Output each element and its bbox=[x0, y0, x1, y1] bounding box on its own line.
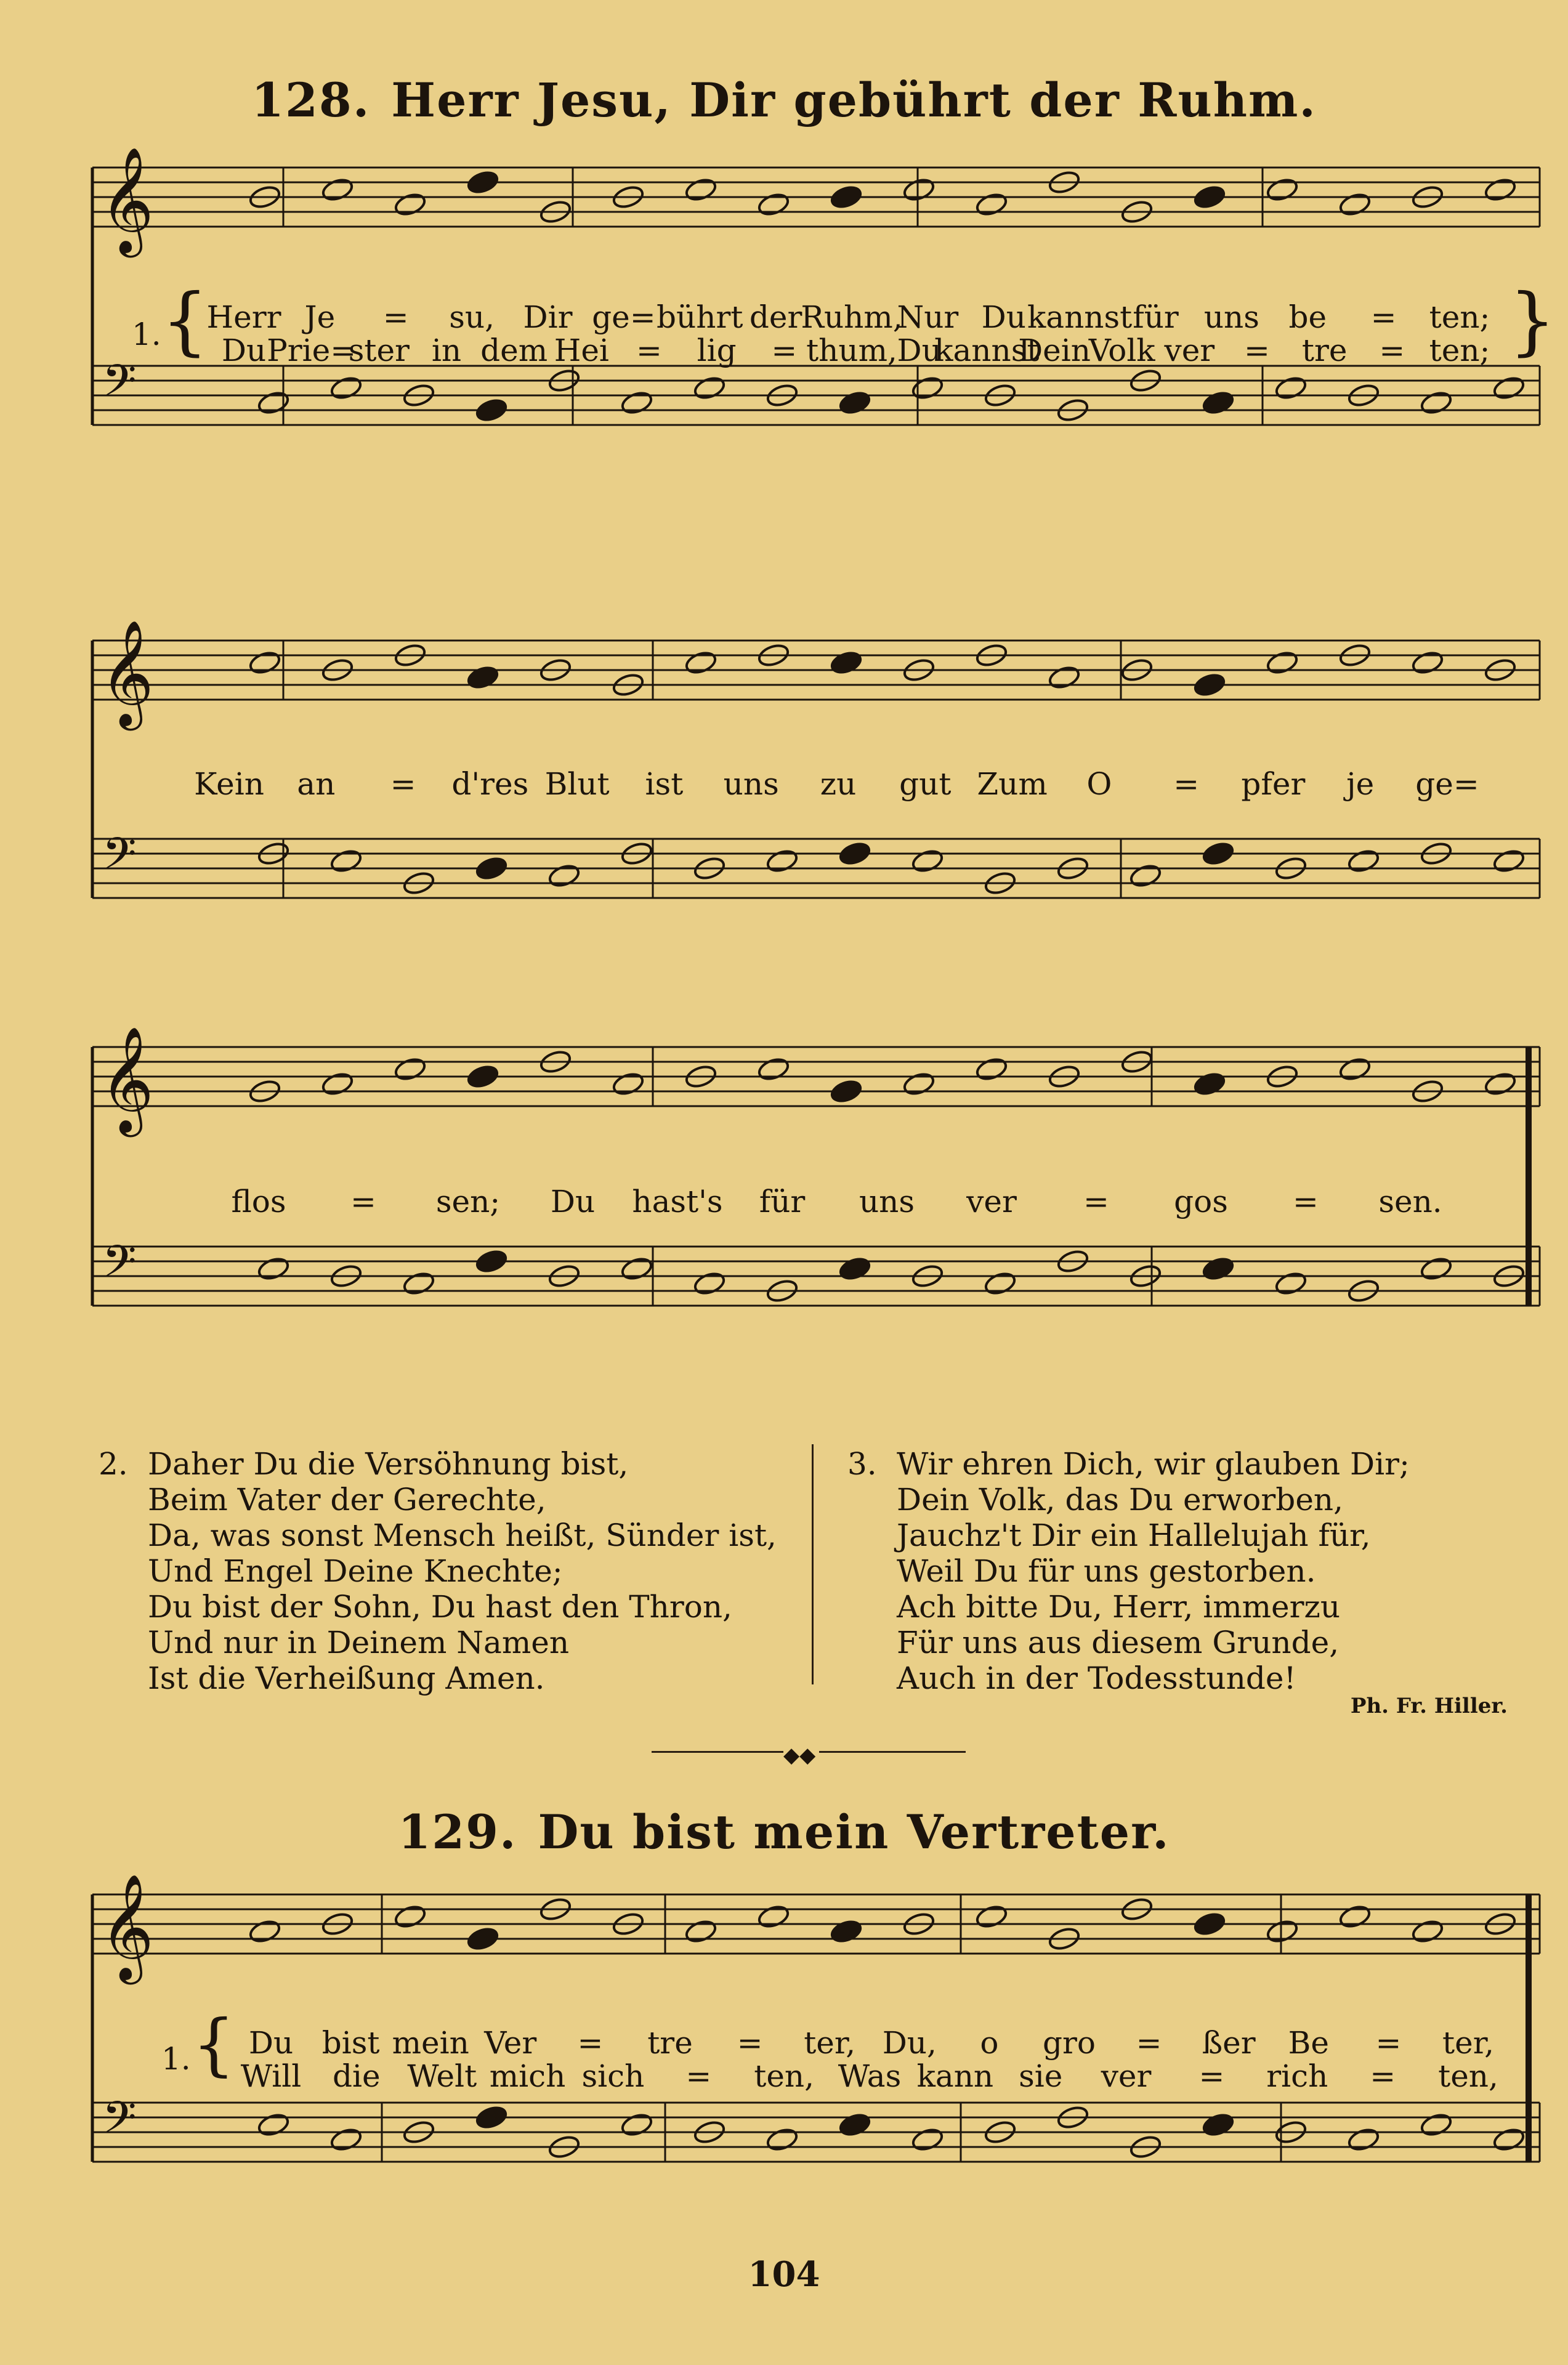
notehead bbox=[475, 1248, 509, 1275]
lyric-syllable: für bbox=[759, 1184, 806, 1219]
lyric-syllable: ver bbox=[966, 1184, 1017, 1219]
lyric-syllable: Zum bbox=[977, 766, 1048, 802]
notehead bbox=[466, 1064, 500, 1090]
lyric-syllable: ten; bbox=[1429, 299, 1490, 335]
lyric-syllable: Herr bbox=[206, 299, 281, 335]
notehead bbox=[984, 1271, 1017, 1297]
lyric-syllable: = bbox=[1173, 766, 1200, 802]
stanza-line: Ist die Verheißung Amen. bbox=[148, 1660, 545, 1696]
notehead bbox=[766, 2127, 799, 2153]
lyric-syllable: gut bbox=[899, 766, 952, 802]
lyric-syllable: Be bbox=[1288, 2025, 1329, 2061]
notehead bbox=[757, 1056, 791, 1083]
stanza-number: 3. bbox=[847, 1446, 877, 1482]
notehead bbox=[684, 650, 718, 676]
notehead bbox=[693, 1271, 727, 1297]
notehead bbox=[394, 1904, 427, 1930]
lyric-syllable: kann bbox=[916, 2058, 994, 2094]
notehead bbox=[838, 841, 872, 867]
lyric-syllable: Prie= bbox=[267, 333, 357, 368]
lyric-syllable: Welt bbox=[407, 2058, 477, 2094]
stanza-3 bbox=[847, 1446, 1410, 1696]
lyric-syllable: die bbox=[333, 2058, 381, 2094]
notehead bbox=[1202, 390, 1235, 416]
notehead bbox=[684, 1918, 718, 1945]
notehead bbox=[1129, 863, 1163, 889]
notehead bbox=[257, 2112, 291, 2138]
stanza-line: Dein Volk, das Du erworben, bbox=[897, 1482, 1343, 1518]
lyric-syllable: be bbox=[1288, 299, 1327, 335]
notehead bbox=[321, 177, 355, 203]
lyric-syllable: Was bbox=[838, 2058, 902, 2094]
notehead bbox=[1202, 1256, 1235, 1282]
notehead bbox=[620, 1256, 654, 1282]
notehead bbox=[612, 1071, 645, 1098]
lyric-syllable: ten, bbox=[1438, 2058, 1498, 2094]
notehead bbox=[1492, 848, 1526, 875]
notehead bbox=[1193, 1911, 1227, 1938]
lyric-syllable: sie bbox=[1019, 2058, 1063, 2094]
lyric-syllable: = bbox=[382, 299, 409, 335]
notehead bbox=[1274, 1271, 1308, 1297]
lyric-syllable: ter, bbox=[804, 2025, 856, 2061]
bass-clef-icon: 𝄢 bbox=[102, 828, 137, 891]
lyric-syllable: = bbox=[1198, 2058, 1225, 2094]
lyric-syllable: Du bbox=[550, 1184, 596, 1219]
lyric-syllable: Du bbox=[981, 299, 1026, 335]
stanza-line: Beim Vater der Gerechte, bbox=[148, 1482, 546, 1518]
lyric-syllable: mein bbox=[392, 2025, 469, 2061]
lyric-syllable: = bbox=[1136, 2025, 1162, 2061]
lyric-syllable: = bbox=[1083, 1184, 1109, 1219]
page-number: 104 bbox=[748, 2254, 820, 2295]
notehead bbox=[1338, 192, 1372, 218]
stanza-line: Und nur in Deinem Namen bbox=[148, 1625, 570, 1660]
lyric-syllable: gos bbox=[1174, 1184, 1228, 1219]
stanza-line: Daher Du die Versöhnung bist, bbox=[148, 1446, 629, 1482]
notehead bbox=[257, 390, 291, 416]
verse-number: 1. bbox=[132, 317, 161, 352]
lyric-syllable: der bbox=[749, 299, 802, 335]
lyric-syllable: ge= bbox=[592, 299, 656, 335]
notehead bbox=[911, 375, 945, 402]
lyric-syllable: = bbox=[771, 333, 798, 368]
notehead bbox=[838, 1256, 872, 1282]
lyric-syllable: = bbox=[1370, 2058, 1396, 2094]
stanza-line: Du bist der Sohn, Du hast den Thron, bbox=[148, 1589, 732, 1625]
notehead bbox=[1338, 1904, 1372, 1930]
lyric-syllable: Du bbox=[221, 333, 267, 368]
section-divider-left bbox=[652, 1751, 783, 1753]
stanza-line: Weil Du für uns gestorben. bbox=[897, 1553, 1316, 1589]
lyric-syllable: o bbox=[980, 2025, 999, 2061]
treble-clef-icon: 𝄞 bbox=[100, 620, 154, 727]
hymn-title-text: Du bist mein Vertreter. bbox=[538, 1805, 1170, 1859]
stanza-number: 2. bbox=[99, 1446, 128, 1482]
lyric-syllable: an bbox=[297, 766, 336, 802]
notehead bbox=[975, 192, 1009, 218]
lyric-syllable: = bbox=[685, 2058, 712, 2094]
lyric-syllable: rich bbox=[1266, 2058, 1328, 2094]
lyric-syllable: ter, bbox=[1442, 2025, 1494, 2061]
notehead bbox=[321, 1071, 355, 1098]
lyric-syllable: Du, bbox=[882, 2025, 937, 2061]
notehead bbox=[1420, 1256, 1453, 1282]
lyric-syllable: flos bbox=[231, 1184, 286, 1219]
lyric-syllable: Ver bbox=[484, 2025, 537, 2061]
lyric-syllable: = bbox=[350, 1184, 376, 1219]
notehead bbox=[830, 650, 863, 676]
stanza-line: Und Engel Deine Knechte; bbox=[148, 1553, 563, 1589]
lyric-syllable: ist bbox=[645, 766, 684, 802]
stanza-line: Ach bitte Du, Herr, immerzu bbox=[897, 1589, 1341, 1625]
notehead bbox=[394, 1056, 427, 1083]
lyric-syllable: zu bbox=[820, 766, 857, 802]
notehead bbox=[766, 848, 799, 875]
bass-clef-icon: 𝄢 bbox=[102, 1236, 137, 1298]
stanza-line: Für uns aus diesem Grunde, bbox=[897, 1625, 1340, 1660]
lyric-syllable: kannst bbox=[934, 333, 1040, 368]
notehead bbox=[1484, 177, 1517, 203]
lyric-syllable: uns bbox=[723, 766, 779, 802]
notehead bbox=[475, 855, 509, 882]
notehead bbox=[1274, 375, 1308, 402]
verse-brace-left: { bbox=[192, 2005, 235, 2084]
lyric-syllable: = bbox=[1293, 1184, 1319, 1219]
verse-brace-right: } bbox=[1509, 278, 1556, 364]
lyric-syllable: Blut bbox=[544, 766, 610, 802]
stanza-line: Da, was sonst Mensch heißt, Sünder ist, bbox=[148, 1518, 777, 1553]
notehead bbox=[684, 177, 718, 203]
lyric-syllable: sen; bbox=[435, 1184, 501, 1219]
lyric-syllable: in bbox=[431, 333, 462, 368]
notehead bbox=[1202, 841, 1235, 867]
notehead bbox=[693, 375, 727, 402]
notehead bbox=[1266, 177, 1299, 203]
lyric-syllable: Volk bbox=[1088, 333, 1155, 368]
lyric-syllable: ge= bbox=[1415, 766, 1479, 802]
notehead bbox=[620, 2112, 654, 2138]
notehead bbox=[329, 848, 363, 875]
section-divider-right bbox=[819, 1751, 966, 1753]
lyric-syllable: Je bbox=[304, 299, 336, 335]
notehead bbox=[830, 1078, 863, 1105]
notehead bbox=[466, 665, 500, 691]
notehead bbox=[830, 1918, 863, 1945]
stanza-line: Jauchz't Dir ein Hallelujah für, bbox=[897, 1518, 1371, 1553]
lyric-syllable: tre bbox=[1301, 333, 1348, 368]
lyric-syllable: su, bbox=[449, 299, 495, 335]
lyric-syllable: bist bbox=[321, 2025, 380, 2061]
notehead bbox=[1338, 1056, 1372, 1083]
lyric-syllable: Kein bbox=[194, 766, 264, 802]
lyric-syllable: uns bbox=[1203, 299, 1259, 335]
notehead bbox=[329, 375, 363, 402]
stanza-line: Auch in der Todesstunde! bbox=[897, 1660, 1296, 1696]
treble-clef-icon: 𝄞 bbox=[100, 147, 154, 254]
lyric-syllable: = bbox=[1379, 333, 1405, 368]
lyric-syllable: kannst bbox=[1027, 299, 1133, 335]
column-divider bbox=[812, 1444, 814, 1684]
lyric-syllable: ver bbox=[1164, 333, 1215, 368]
lyric-syllable: Du bbox=[248, 2025, 294, 2061]
notehead bbox=[911, 848, 945, 875]
notehead bbox=[1411, 1918, 1445, 1945]
notehead bbox=[466, 169, 500, 196]
notehead bbox=[475, 2104, 509, 2131]
stanza-line: Wir ehren Dich, wir glauben Dir; bbox=[897, 1446, 1410, 1482]
lyric-syllable: = bbox=[1244, 333, 1270, 368]
notehead bbox=[1420, 390, 1453, 416]
notehead bbox=[620, 390, 654, 416]
lyric-syllable: Dein bbox=[1018, 333, 1091, 368]
notehead bbox=[1347, 848, 1381, 875]
lyric-syllable: tre bbox=[647, 2025, 693, 2061]
notehead bbox=[248, 1918, 282, 1945]
notehead bbox=[394, 192, 427, 218]
notehead bbox=[1411, 650, 1445, 676]
lyric-syllable: = bbox=[636, 333, 662, 368]
notehead bbox=[248, 650, 282, 676]
lyric-syllable: = bbox=[1375, 2025, 1402, 2061]
verse-number: 1. bbox=[161, 2041, 191, 2077]
hymn-number: 128. bbox=[251, 73, 371, 127]
lyric-syllable: ver bbox=[1101, 2058, 1152, 2094]
lyric-syllable: ten, bbox=[754, 2058, 815, 2094]
notehead bbox=[1048, 665, 1081, 691]
lyric-syllable: = bbox=[577, 2025, 604, 2061]
lyric-syllable: = bbox=[737, 2025, 763, 2061]
lyric-syllable: ten; bbox=[1429, 333, 1490, 368]
lyric-syllable: bührt bbox=[657, 299, 743, 335]
lyric-syllable: thum, bbox=[806, 333, 897, 368]
lyric-syllable: lig bbox=[697, 333, 737, 368]
notehead bbox=[1193, 1071, 1227, 1098]
divider-ornament: ◆◆ bbox=[783, 1743, 816, 1768]
notehead bbox=[1484, 1071, 1517, 1098]
notehead bbox=[911, 2127, 945, 2153]
lyric-syllable: gro bbox=[1042, 2025, 1096, 2061]
treble-clef-icon: 𝄞 bbox=[100, 1026, 154, 1133]
notehead bbox=[257, 1256, 291, 1282]
bass-clef-icon: 𝄢 bbox=[102, 2092, 137, 2154]
notehead bbox=[1492, 2127, 1526, 2153]
notehead bbox=[757, 1904, 791, 1930]
attribution: Ph. Fr. Hiller. bbox=[1350, 1694, 1508, 1718]
notehead bbox=[838, 390, 872, 416]
lyric-syllable: Du bbox=[897, 333, 942, 368]
notehead bbox=[902, 177, 936, 203]
notehead bbox=[1193, 672, 1227, 698]
lyric-syllable: uns bbox=[859, 1184, 915, 1219]
notehead bbox=[1266, 650, 1299, 676]
notehead bbox=[548, 863, 581, 889]
hymn-title-text: Herr Jesu, Dir gebührt der Ruhm. bbox=[391, 73, 1317, 127]
notehead bbox=[1420, 2112, 1453, 2138]
lyric-syllable: Ruhm, bbox=[801, 299, 903, 335]
lyric-syllable: = bbox=[1370, 299, 1397, 335]
lyric-syllable: für bbox=[1133, 299, 1179, 335]
lyric-syllable: sen. bbox=[1378, 1184, 1442, 1219]
lyric-syllable: mich bbox=[489, 2058, 566, 2094]
lyric-syllable: Dir bbox=[523, 299, 573, 335]
notehead bbox=[1193, 184, 1227, 211]
lyric-syllable: pfer bbox=[1241, 766, 1306, 802]
notehead bbox=[830, 184, 863, 211]
lyric-syllable: sich bbox=[581, 2058, 645, 2094]
notehead bbox=[466, 1926, 500, 1952]
notehead bbox=[1347, 2127, 1381, 2153]
lyric-syllable: je bbox=[1346, 766, 1375, 802]
notehead bbox=[1266, 1918, 1299, 1945]
stanza-2 bbox=[99, 1446, 777, 1696]
lyric-syllable: O bbox=[1086, 766, 1112, 802]
treble-clef-icon: 𝄞 bbox=[100, 1874, 154, 1981]
lyric-syllable: hast's bbox=[632, 1184, 723, 1219]
lyric-syllable: Nur bbox=[897, 299, 959, 335]
lyric-syllable: ster bbox=[348, 333, 410, 368]
lyric-syllable: Hei bbox=[554, 333, 609, 368]
notehead bbox=[1202, 2112, 1235, 2138]
notehead bbox=[1492, 375, 1526, 402]
lyric-syllable: Will bbox=[240, 2058, 302, 2094]
lyric-syllable: ßer bbox=[1202, 2025, 1256, 2061]
lyric-syllable: dem bbox=[480, 333, 548, 368]
lyric-syllable: = bbox=[390, 766, 416, 802]
lyric-syllable: d'res bbox=[451, 766, 529, 802]
notehead bbox=[475, 397, 509, 424]
verse-brace-left: { bbox=[161, 278, 209, 364]
notehead bbox=[975, 1904, 1009, 1930]
notehead bbox=[329, 2127, 363, 2153]
notehead bbox=[975, 1056, 1009, 1083]
notehead bbox=[757, 192, 791, 218]
notehead bbox=[838, 2112, 872, 2138]
notehead bbox=[902, 1071, 936, 1098]
hymn-number: 129. bbox=[398, 1805, 517, 1859]
bass-clef-icon: 𝄢 bbox=[102, 355, 137, 418]
hymn-129-title bbox=[0, 1805, 1568, 1859]
notehead bbox=[402, 1271, 436, 1297]
